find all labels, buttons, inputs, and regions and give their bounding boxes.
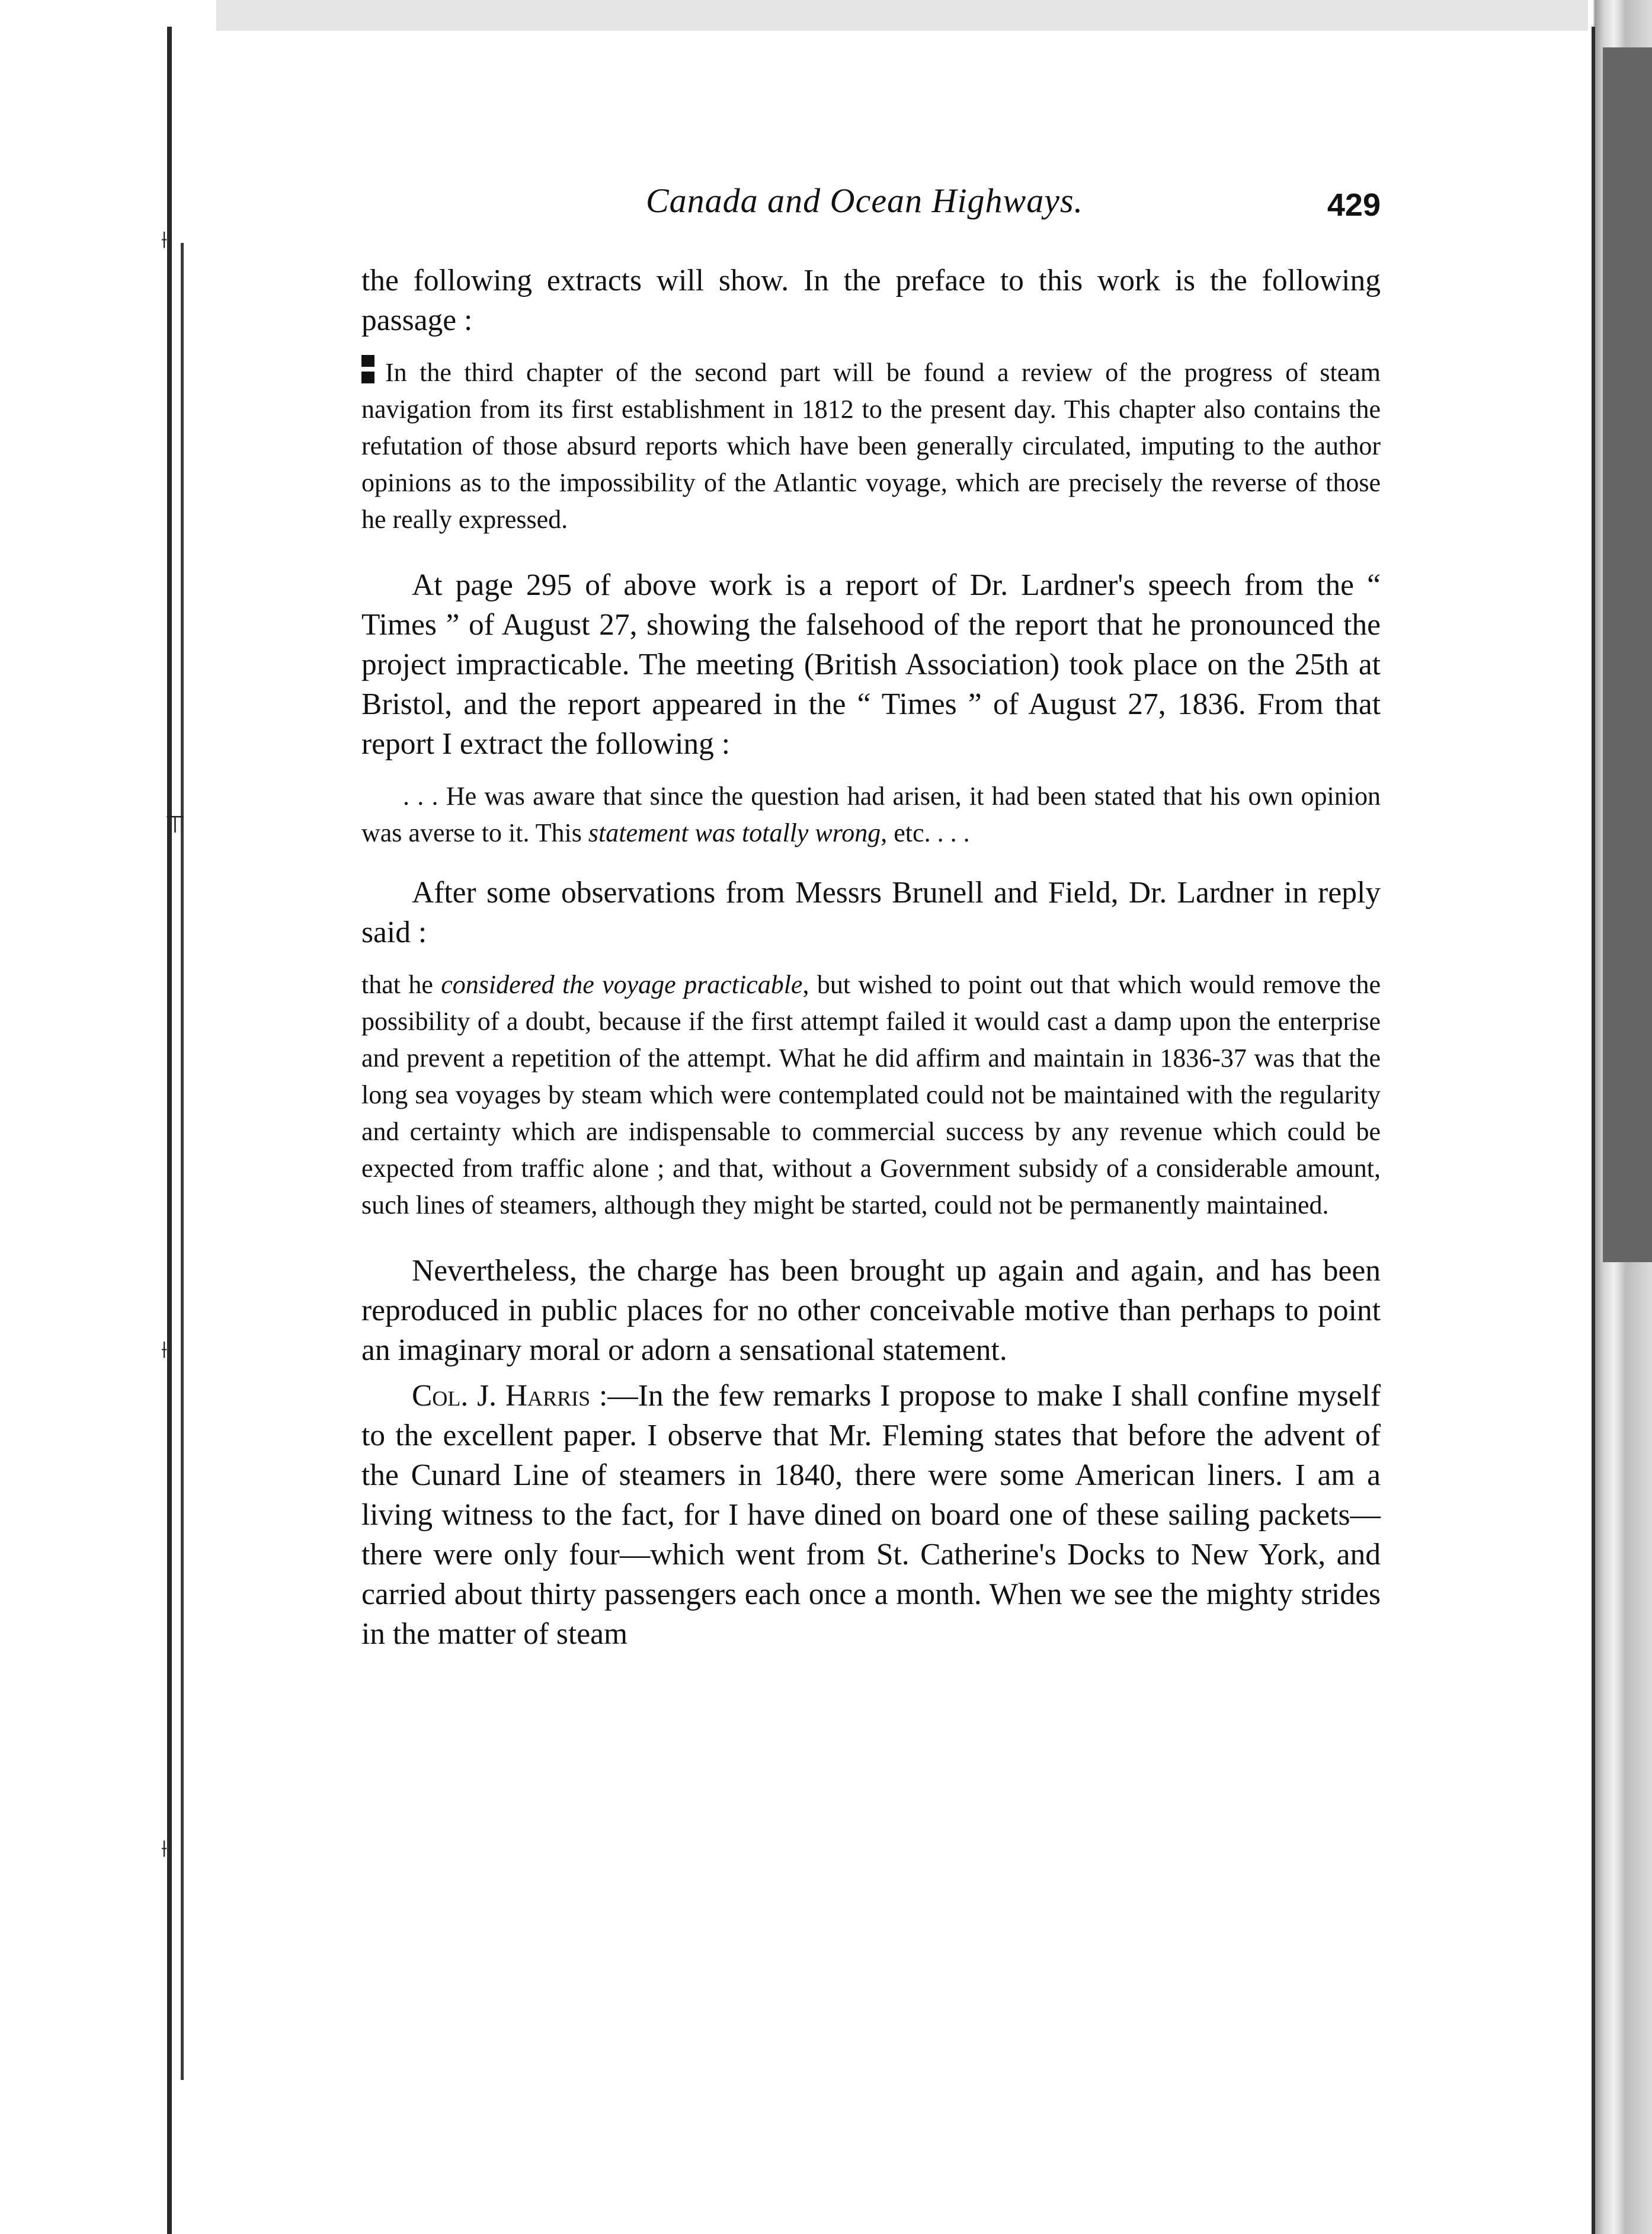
page-number: 429 — [1327, 187, 1381, 223]
stitch-mark-icon: ⟊ — [161, 226, 168, 254]
paragraph: After some observations from Messrs Brunell and Field, Dr. Lardner in reply said : — [361, 876, 1381, 949]
stitch-mark-icon: ⟊ — [161, 1835, 168, 1862]
block-quote — [361, 778, 1381, 852]
page-right-edge — [1592, 27, 1595, 2234]
block-quote — [361, 966, 1381, 1224]
quote-mark-icon — [361, 355, 374, 383]
paragraph-text: :—In the few remarks I propose to make I shall confine myself to the excellent paper. I observe that Mr. Fleming states that before the advent of the Cunard Line of steamers in 1840, there were some American liners. I am a living witness to the fact, for I have dined on board one of these sailing packets—there were only four—which went from St. Catherine's Docks to New York, and carried about thirty passengers each once a month. When we see the mighty strides in the matter of steam — [361, 1379, 1381, 1651]
quote-text: , but wished to point out that which would remove the possibility of a doubt, because if the first attempt failed it would cast a damp upon the enterprise and prevent a repetition of the attempt. What he did affirm and maintain in 1836-37 was that the long sea voyages by steam which were contemplated could not be maintained with the regularity and certainty which are indispensable to commercial success by any revenue which could be expected from traffic alone ; and that, without a Government subsidy of a considerable amount, such lines of steamers, although they might be started, could not be permanently maintained. — [361, 970, 1381, 1220]
binding-line — [181, 243, 184, 2080]
quote-text: In the third chapter of the second part will be found a review of the progress of steam navigation from its first establishment in 1812 to the present day. This chapter also contains the refutation of those absurd reports which have been generally circulated, imputing to the author opinions as to the impossibility of the Atlantic voyage, which are precisely the reverse of those he really expressed. — [361, 358, 1381, 534]
block-quote — [361, 354, 1381, 538]
paragraph: the following extracts will show. In the preface to this work is the following passage : — [361, 264, 1381, 337]
paragraph — [361, 1376, 1381, 1654]
page-body — [361, 261, 1381, 1654]
quote-text: . . . He was aware that since the question had arisen, it had been stated that his own opinion was averse to it. This — [361, 782, 1381, 847]
stitch-mark-icon: ⟊ — [161, 1336, 168, 1364]
running-title: Canada and Ocean Highways. — [646, 181, 1084, 220]
quote-text: that he — [361, 970, 441, 999]
scan-right-tab — [1603, 47, 1652, 1262]
speaker-name: Col. J. Harris — [412, 1379, 591, 1413]
stitch-mark-icon: ⊤ — [165, 811, 185, 838]
scan-top-border — [216, 0, 1600, 31]
paragraph: At page 295 of above work is a report of Dr. Lardner's speech from the “ Times ” of August 27, showing the falsehood of the report that he pronounced the project impracticable. The meeting (British Association) took place on the 25th at Bristol, and the report appeared in the “ Times ” of August 27, 1836. From that report I extract the following : — [361, 568, 1381, 761]
quote-text: , etc. . . . — [881, 818, 970, 847]
quote-emphasis: considered the voyage practicable — [441, 970, 803, 999]
page-header — [361, 172, 1381, 225]
quote-emphasis: statement was totally wrong — [588, 818, 881, 847]
book-spine-edge — [167, 27, 172, 2234]
paragraph: Nevertheless, the charge has been brought up again and again, and has been reproduced in public places for no other conceivable motive than perhaps to point an imaginary moral or adorn a sensational statement. — [361, 1254, 1381, 1367]
